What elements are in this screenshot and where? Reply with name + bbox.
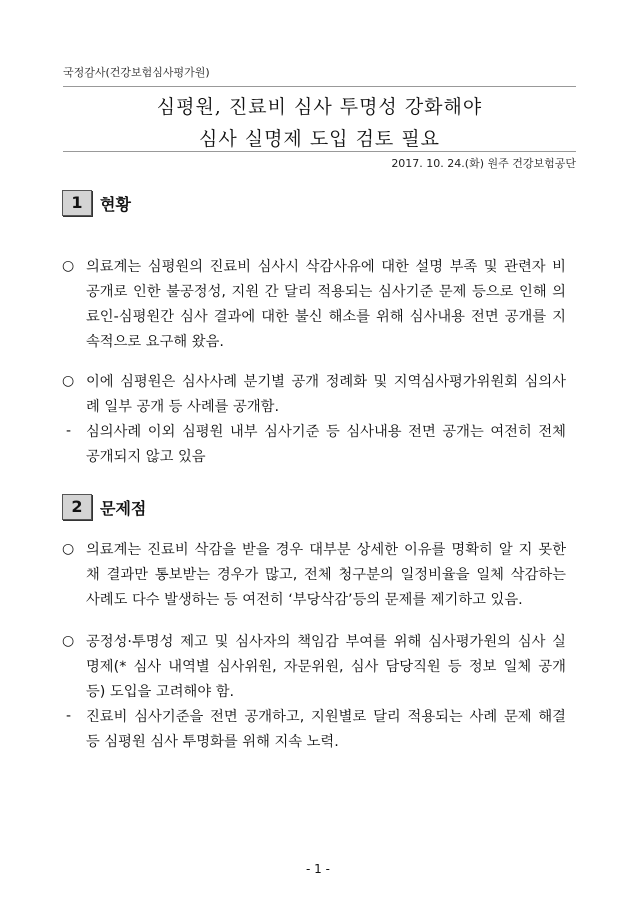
section-heading: [62, 190, 131, 216]
section-title: 현황: [100, 194, 131, 214]
header-rule: [63, 86, 576, 87]
paragraph-line: 공개로 인한 불공정성, 지원 간 달리 적용되는 심사기준 문제 등으로 인해 의: [86, 284, 566, 300]
paragraph-line: 의료계는 심평원의 진료비 심사시 삭감사유에 대한 설명 부족 및 관련자 비: [86, 259, 566, 275]
circle-bullet-icon: ○: [62, 541, 75, 557]
page-number: - 1 -: [306, 862, 330, 876]
paragraph-line: 공개되지 않고 있음: [86, 449, 206, 465]
paragraph-line: 등 심평원 심사 투명화를 위해 지속 노력.: [86, 734, 339, 750]
paragraph-line: 채 결과만 통보받는 경우가 많고, 전체 청구분의 일정비율을 일체 삭감하는: [86, 567, 566, 583]
paragraph-line: 공정성·투명성 제고 및 심사자의 책임감 부여를 위해 심사평가원의 심사 실: [86, 634, 566, 650]
paragraph-line: 의료계는 진료비 삭감을 받을 경우 대부분 상세한 이유를 명확히 알 지 못한: [86, 542, 566, 558]
circle-bullet-icon: ○: [62, 633, 75, 649]
date-line: 2017. 10. 24.(화) 원주 건강보험공단: [391, 157, 576, 170]
paragraph-line: 사례도 다수 발생하는 등 여전히 ‘부당삭감’등의 문제를 제기하고 있음.: [86, 592, 523, 608]
paragraph-line: 심의사례 이외 심평원 내부 심사기준 등 심사내용 전면 공개는 여전히 전체: [86, 424, 566, 440]
section-number: 1: [62, 190, 92, 216]
paragraph-line: 속적으로 요구해 왔음.: [86, 334, 224, 350]
circle-bullet-icon: ○: [62, 258, 75, 274]
dash-marker: -: [66, 423, 72, 439]
section-heading: [62, 494, 146, 520]
paragraph-line: 등) 도입을 고려해야 함.: [86, 684, 235, 700]
paragraph-line: 례 일부 공개 등 사례를 공개함.: [86, 399, 279, 415]
section-number: 2: [62, 494, 92, 520]
paragraph-line: 료인-심평원간 심사 결과에 대한 불신 해소를 위해 심사내용 전면 공개를 지: [86, 309, 566, 325]
section-title: 문제점: [100, 498, 147, 518]
paragraph-line: 이에 심평원은 심사사례 분기별 공개 정례화 및 지역심사평가위원회 심의사: [86, 374, 566, 390]
paragraph-line: 진료비 심사기준을 전면 공개하고, 지원별로 달리 적용되는 사례 문제 해결: [86, 709, 566, 725]
circle-bullet-icon: ○: [62, 373, 75, 389]
paragraph-line: 명제(* 심사 내역별 심사위원, 자문위원, 심사 담당직원 등 정보 일체 공개: [86, 659, 566, 675]
title-line-1: 심평원, 진료비 심사 투명성 강화해야: [156, 96, 483, 118]
title-rule: [63, 151, 576, 152]
dash-marker: -: [66, 708, 72, 724]
title-line-2: 심사 실명제 도입 검토 필요: [198, 128, 441, 150]
document-header: 국정감사(건강보험심사평가원): [63, 66, 210, 79]
